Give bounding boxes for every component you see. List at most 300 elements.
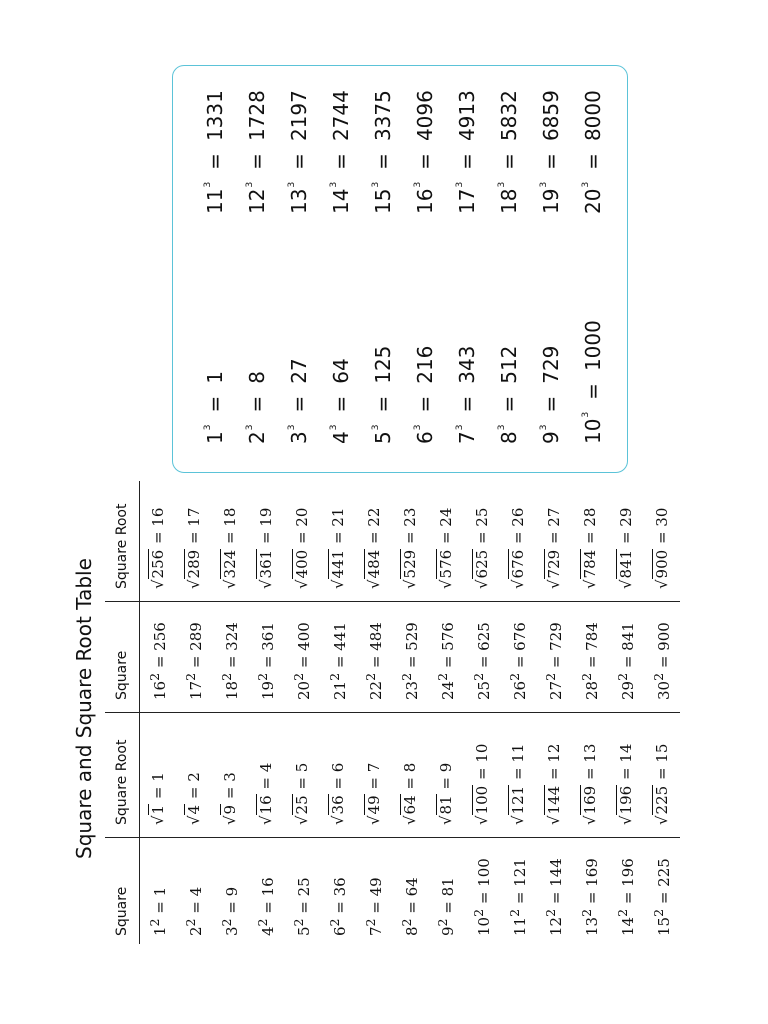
square-base: 9 [439, 926, 457, 936]
sqrt-symbol: √ [581, 579, 599, 589]
cube-base: 2 [245, 431, 269, 444]
square-base: 30 [655, 680, 673, 700]
square-root-cell: √9 = 3 [212, 713, 248, 838]
cube-exponent: 3 [245, 181, 255, 188]
square-cell: $29^2 = 841$ [608, 602, 644, 713]
square-cell: $14^2 = 196$ [615, 858, 637, 936]
square-root-cell: √1 = 1 [140, 713, 177, 838]
root-value: 28 [581, 507, 599, 527]
sqrt-symbol: √ [509, 815, 527, 825]
root-value: 23 [401, 507, 419, 527]
cube-base: 5 [371, 431, 395, 444]
table-row [392, 481, 428, 944]
root-value: 10 [473, 743, 491, 763]
square-root-cell: √576 = 24 [428, 481, 464, 602]
equals-sign: = [371, 153, 395, 170]
header-square-root-left: Square Root [105, 713, 140, 838]
square-value: 100 [475, 858, 493, 887]
square-cell: $21^2 = 441$ [320, 602, 356, 713]
square-cell: $13^2 = 169$ [579, 858, 601, 936]
square-root-cell: √4 = 2 [176, 713, 212, 838]
square-root-cell: √484 = 22 [356, 481, 392, 602]
root-value: 17 [185, 507, 203, 527]
cube-base: 1 [203, 431, 227, 444]
table-title: Square and Square Root Table [72, 558, 96, 859]
root-value: 30 [653, 507, 671, 527]
square-base: 27 [547, 680, 565, 700]
square-value: 9 [223, 886, 241, 897]
square-exponent: 2 [327, 918, 342, 927]
cube-exponent: 3 [329, 181, 339, 188]
square-cell: $19^2 = 361$ [248, 602, 284, 713]
header-square-root-right: Square Root [105, 481, 140, 602]
root-value: 16 [149, 507, 167, 527]
cube-exponent: 3 [287, 424, 297, 431]
square-cell: $8^2 = 64$ [399, 877, 421, 936]
equals-sign: = [581, 383, 605, 400]
square-base: 23 [403, 680, 421, 700]
table-row [284, 481, 320, 944]
cube-base: 8 [497, 431, 521, 444]
square-root-cell: √784 = 28 [572, 481, 608, 602]
equals-sign: = [203, 395, 227, 413]
radicand: 4 [185, 804, 203, 815]
square-exponent: 2 [615, 908, 630, 917]
sqrt-symbol: √ [149, 579, 167, 589]
square-base: 19 [259, 680, 277, 700]
sqrt-symbol: √ [149, 815, 167, 825]
square-exponent: 2 [147, 918, 162, 927]
table-row [500, 481, 536, 944]
square-value: 289 [187, 622, 205, 651]
root-value: 6 [329, 762, 347, 773]
square-cell: $5^2 = 25$ [291, 877, 313, 936]
square-value: 841 [619, 622, 637, 651]
radicand: 9 [221, 804, 239, 815]
cube-exponent: 3 [245, 424, 255, 431]
square-cell: $15^2 = 225$ [651, 858, 673, 936]
cube-base: 15 [371, 188, 395, 214]
square-value: 400 [295, 622, 313, 651]
square-exponent: 2 [183, 918, 198, 927]
cube-value: 1728 [245, 90, 269, 142]
square-root-cell: √16 = 4 [248, 713, 284, 838]
square-value: 144 [547, 858, 565, 887]
equals-sign: = [245, 153, 269, 170]
square-root-cell: √529 = 23 [392, 481, 428, 602]
radicand: 729 [545, 549, 563, 579]
equals-sign: = [245, 395, 269, 413]
sqrt-symbol: √ [653, 815, 671, 825]
square-value: 441 [331, 622, 349, 651]
cube-value: 4913 [455, 90, 479, 142]
square-cell: $12^2 = 144$ [543, 858, 565, 936]
root-value: 9 [437, 762, 455, 773]
square-value: 196 [619, 858, 637, 887]
root-value: 2 [185, 772, 203, 782]
square-exponent: 2 [435, 672, 450, 681]
square-value: 169 [583, 858, 601, 887]
square-value: 324 [223, 622, 241, 651]
sqrt-symbol: √ [545, 815, 563, 825]
cube-value: 5832 [497, 90, 521, 142]
square-value: 784 [583, 622, 601, 651]
table-row [176, 481, 212, 944]
equals-sign: = [329, 153, 353, 170]
square-root-cell: √324 = 18 [212, 481, 248, 602]
square-base: 26 [511, 680, 529, 700]
square-root-cell: √729 = 27 [536, 481, 572, 602]
square-base: 3 [223, 926, 241, 936]
equals-sign: = [413, 395, 437, 413]
square-exponent: 2 [507, 672, 522, 681]
cube-value: 8 [245, 371, 269, 384]
root-value: 21 [329, 507, 347, 527]
equals-sign: = [581, 153, 605, 170]
square-exponent: 2 [579, 908, 594, 917]
square-exponent: 2 [291, 672, 306, 681]
sqrt-symbol: √ [293, 815, 311, 825]
radicand: 841 [617, 549, 635, 579]
square-exponent: 2 [363, 672, 378, 681]
square-value: 676 [511, 622, 529, 651]
root-value: 4 [257, 762, 275, 773]
cube-exponent: 3 [581, 411, 591, 418]
square-base: 1 [151, 926, 169, 936]
cube-value: 6859 [539, 90, 563, 142]
square-value: 36 [331, 877, 349, 897]
radicand: 169 [581, 785, 599, 815]
cube-value: 8000 [581, 90, 605, 142]
cube-base: 3 [287, 431, 311, 444]
root-value: 11 [509, 743, 527, 763]
square-cell: $2^2 = 4$ [183, 886, 205, 936]
square-root-cell: √625 = 25 [464, 481, 500, 602]
cube-base: 19 [539, 188, 563, 214]
square-root-cell: √100 = 10 [464, 713, 500, 838]
sqrt-symbol: √ [329, 579, 347, 589]
root-value: 14 [617, 743, 635, 763]
cube-exponent: 3 [413, 424, 423, 431]
square-exponent: 2 [615, 672, 630, 681]
square-base: 28 [583, 680, 601, 700]
cube-base: 14 [329, 188, 353, 214]
square-root-cell: √81 = 9 [428, 713, 464, 838]
table-row [572, 481, 608, 944]
equals-sign: = [203, 153, 227, 170]
square-root-cell: √144 = 12 [536, 713, 572, 838]
cube-base: 11 [203, 188, 227, 214]
square-root-cell: √36 = 6 [320, 713, 356, 838]
square-root-cell: √289 = 17 [176, 481, 212, 602]
square-cell: $7^2 = 49$ [363, 877, 385, 936]
sqrt-symbol: √ [365, 815, 383, 825]
square-base: 2 [187, 926, 205, 936]
square-root-cell: √64 = 8 [392, 713, 428, 838]
square-cell: $17^2 = 289$ [176, 602, 212, 713]
square-exponent: 2 [255, 918, 270, 927]
table-row [536, 481, 572, 944]
radicand: 361 [257, 549, 275, 579]
square-root-cell: √676 = 26 [500, 481, 536, 602]
square-base: 22 [367, 680, 385, 700]
radicand: 16 [257, 795, 275, 815]
radicand: 900 [653, 549, 671, 579]
square-value: 361 [259, 622, 277, 651]
square-value: 529 [403, 622, 421, 651]
cube-value: 729 [539, 345, 563, 384]
cube-exponent: 3 [581, 181, 591, 188]
root-value: 18 [221, 507, 239, 527]
cube-exponent: 3 [497, 181, 507, 188]
cube-base: 13 [287, 188, 311, 214]
table-row [320, 481, 356, 944]
sqrt-symbol: √ [185, 815, 203, 825]
table-row [644, 481, 680, 944]
table-row [356, 481, 392, 944]
square-value: 81 [439, 877, 457, 897]
cube-value: 2197 [287, 90, 311, 142]
square-exponent: 2 [255, 672, 270, 681]
equals-sign: = [413, 153, 437, 170]
radicand: 81 [437, 795, 455, 815]
square-exponent: 2 [543, 908, 558, 917]
square-exponent: 2 [651, 672, 666, 681]
square-value: 4 [187, 886, 205, 897]
radicand: 196 [617, 785, 635, 815]
square-exponent: 2 [435, 918, 450, 927]
square-exponent: 2 [399, 918, 414, 927]
square-base: 8 [403, 926, 421, 936]
square-cell: $23^2 = 529$ [392, 602, 428, 713]
equals-sign: = [539, 153, 563, 170]
table-row [248, 481, 284, 944]
header-square-right: Square [105, 602, 140, 713]
root-value: 8 [401, 762, 419, 773]
sqrt-symbol: √ [365, 579, 383, 589]
square-base: 7 [367, 926, 385, 936]
sqrt-symbol: √ [617, 579, 635, 589]
cube-exponent: 3 [329, 424, 339, 431]
radicand: 484 [365, 549, 383, 579]
root-value: 7 [365, 762, 383, 773]
sqrt-symbol: √ [545, 579, 563, 589]
radicand: 441 [329, 549, 347, 579]
sqrt-symbol: √ [329, 815, 347, 825]
equals-sign: = [455, 153, 479, 170]
square-root-cell: √169 = 13 [572, 713, 608, 838]
equals-sign: = [371, 395, 395, 413]
square-value: 484 [367, 622, 385, 651]
sqrt-symbol: √ [293, 579, 311, 589]
radicand: 36 [329, 795, 347, 815]
radicand: 676 [509, 549, 527, 579]
root-value: 5 [293, 762, 311, 773]
cube-exponent: 3 [203, 424, 213, 431]
root-value: 25 [473, 507, 491, 527]
square-base: 12 [547, 916, 565, 936]
root-value: 19 [257, 507, 275, 527]
root-value: 3 [221, 772, 239, 782]
root-value: 27 [545, 507, 563, 527]
square-cell: $24^2 = 576$ [428, 602, 464, 713]
square-base: 13 [583, 916, 601, 936]
sqrt-symbol: √ [437, 815, 455, 825]
cube-base: 17 [455, 188, 479, 214]
sqrt-symbol: √ [185, 579, 203, 589]
square-base: 25 [475, 680, 493, 700]
square-root-cell: √441 = 21 [320, 481, 356, 602]
table-row [212, 481, 248, 944]
square-exponent: 2 [471, 908, 486, 917]
square-value: 225 [655, 858, 673, 887]
square-base: 6 [331, 926, 349, 936]
square-base: 20 [295, 680, 313, 700]
cube-value: 4096 [413, 90, 437, 142]
cube-base: 4 [329, 431, 353, 444]
square-root-cell: √25 = 5 [284, 713, 320, 838]
radicand: 121 [509, 785, 527, 815]
square-base: 14 [619, 916, 637, 936]
sqrt-symbol: √ [221, 579, 239, 589]
root-value: 26 [509, 507, 527, 527]
square-cell: $28^2 = 784$ [572, 602, 608, 713]
root-value: 1 [149, 772, 167, 782]
square-exponent: 2 [219, 672, 234, 681]
cube-exponent: 3 [455, 424, 465, 431]
radicand: 225 [653, 785, 671, 815]
sqrt-symbol: √ [401, 815, 419, 825]
cube-value: 64 [329, 358, 353, 384]
sqrt-symbol: √ [401, 579, 419, 589]
square-base: 15 [655, 916, 673, 936]
cube-base: 10 [581, 418, 605, 444]
sqrt-symbol: √ [221, 815, 239, 825]
square-base: 11 [511, 916, 529, 936]
square-cell: $16^2 = 256$ [140, 602, 177, 713]
square-cell: $1^2 = 1$ [147, 886, 169, 936]
square-exponent: 2 [219, 918, 234, 927]
square-cell: $27^2 = 729$ [536, 602, 572, 713]
radicand: 784 [581, 549, 599, 579]
cube-base: 12 [245, 188, 269, 214]
sqrt-symbol: √ [257, 579, 275, 589]
sqrt-symbol: √ [653, 579, 671, 589]
root-value: 24 [437, 507, 455, 527]
radicand: 289 [185, 549, 203, 579]
cube-exponent: 3 [539, 424, 549, 431]
square-root-cell: √841 = 29 [608, 481, 644, 602]
root-value: 12 [545, 743, 563, 763]
equals-sign: = [287, 395, 311, 413]
square-exponent: 2 [507, 908, 522, 917]
equals-sign: = [455, 395, 479, 413]
cube-value: 1 [203, 371, 227, 384]
cube-exponent: 3 [203, 181, 213, 188]
cube-exponent: 3 [287, 181, 297, 188]
equals-sign: = [287, 153, 311, 170]
sqrt-symbol: √ [437, 579, 455, 589]
square-exponent: 2 [291, 918, 306, 927]
cube-base: 7 [455, 431, 479, 444]
square-exponent: 2 [327, 672, 342, 681]
equals-sign: = [497, 395, 521, 413]
square-exponent: 2 [147, 672, 162, 681]
square-cell: $10^2 = 100$ [471, 858, 493, 936]
cube-exponent: 3 [371, 181, 381, 188]
square-value: 256 [151, 622, 169, 651]
square-root-cell: √256 = 16 [140, 481, 177, 602]
radicand: 64 [401, 795, 419, 815]
square-base: 17 [187, 680, 205, 700]
square-exponent: 2 [543, 672, 558, 681]
square-value: 16 [259, 877, 277, 897]
square-value: 1 [151, 886, 169, 897]
square-root-cell: √121 = 11 [500, 713, 536, 838]
square-value: 576 [439, 622, 457, 651]
radicand: 144 [545, 785, 563, 815]
root-value: 13 [581, 743, 599, 763]
square-base: 24 [439, 680, 457, 700]
cube-value: 125 [371, 345, 395, 384]
radicand: 576 [437, 549, 455, 579]
square-exponent: 2 [399, 672, 414, 681]
cube-exponent: 3 [371, 424, 381, 431]
square-base: 29 [619, 680, 637, 700]
sqrt-symbol: √ [509, 579, 527, 589]
square-root-cell: √900 = 30 [644, 481, 680, 602]
square-root-cell: √400 = 20 [284, 481, 320, 602]
square-value: 49 [367, 877, 385, 897]
table-row [428, 481, 464, 944]
equals-sign: = [497, 153, 521, 170]
table-header-row [105, 481, 140, 944]
header-square-left: Square [105, 838, 140, 945]
equals-sign: = [329, 395, 353, 413]
root-value: 15 [653, 743, 671, 763]
square-base: 10 [475, 916, 493, 936]
radicand: 100 [473, 785, 491, 815]
sqrt-symbol: √ [617, 815, 635, 825]
square-base: 21 [331, 680, 349, 700]
equals-sign: = [539, 395, 563, 413]
square-exponent: 2 [471, 672, 486, 681]
cube-value: 1000 [581, 320, 605, 372]
cube-value: 512 [497, 345, 521, 384]
square-root-cell: √196 = 14 [608, 713, 644, 838]
radicand: 49 [365, 795, 383, 815]
radicand: 256 [149, 549, 167, 579]
square-cell: $4^2 = 16$ [255, 877, 277, 936]
sqrt-symbol: √ [581, 815, 599, 825]
square-cell: $26^2 = 676$ [500, 602, 536, 713]
root-value: 22 [365, 507, 383, 527]
square-value: 729 [547, 622, 565, 651]
radicand: 529 [401, 549, 419, 579]
square-value: 25 [295, 877, 313, 897]
radicand: 625 [473, 549, 491, 579]
square-cell: $30^2 = 900$ [644, 602, 680, 713]
square-cell: $6^2 = 36$ [327, 877, 349, 936]
cube-value: 2744 [329, 90, 353, 142]
table-row [140, 481, 177, 944]
square-exponent: 2 [183, 672, 198, 681]
sqrt-symbol: √ [257, 815, 275, 825]
sqrt-symbol: √ [473, 815, 491, 825]
square-base: 16 [151, 680, 169, 700]
cube-base: 18 [497, 188, 521, 214]
square-cell: $25^2 = 625$ [464, 602, 500, 713]
